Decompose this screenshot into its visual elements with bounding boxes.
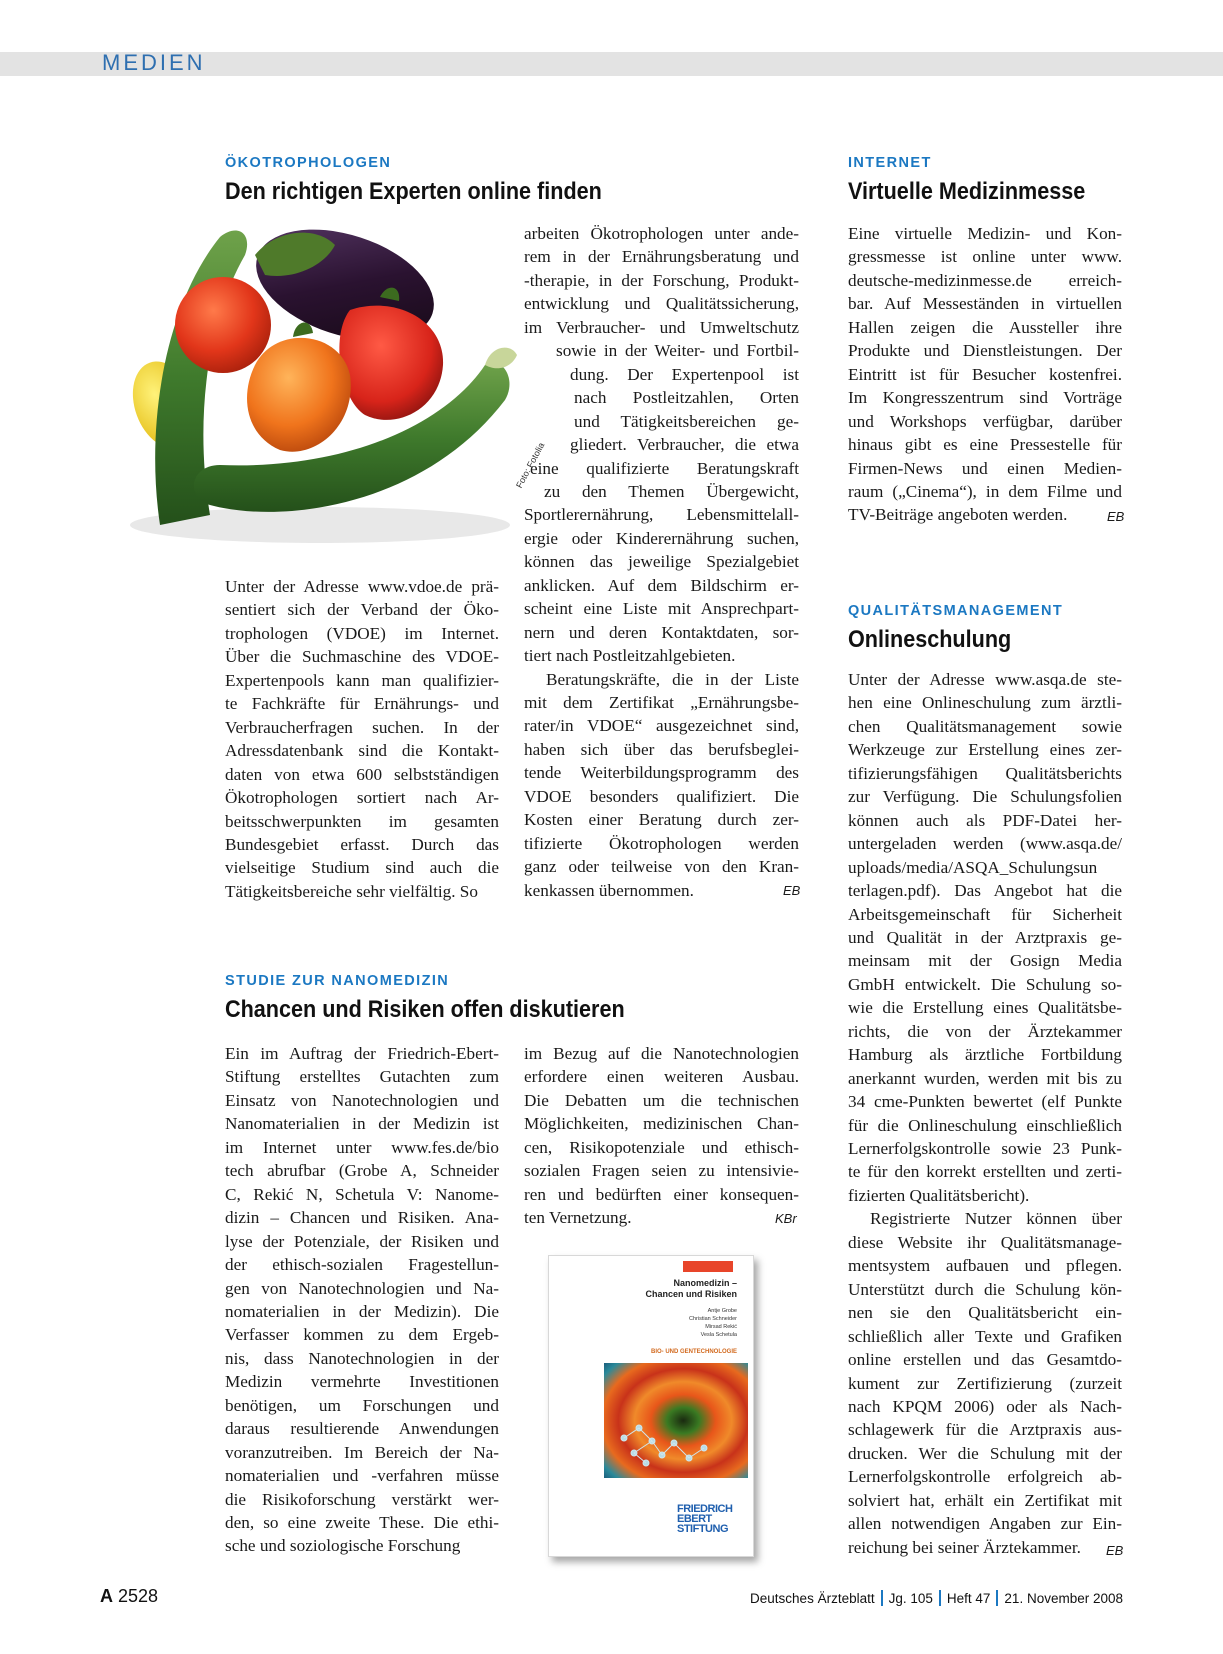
text-line: beitsschwerpunkten im gesamten xyxy=(225,811,499,831)
text-line: daraus resultierende Anwendungen xyxy=(225,1419,499,1439)
text-line: tende Weiterbildungsprogramm des xyxy=(524,763,799,783)
text-line: Tätigkeitsbereiche sehr vielfältig. So xyxy=(225,881,478,901)
text-line: dizin – Chancen und Risiken. Ana- xyxy=(225,1208,499,1228)
text-line: Möglichkeiten, medizinischen Chan- xyxy=(524,1114,799,1134)
text-line: und Qualität in der Arztpraxis ge- xyxy=(848,927,1122,947)
photo-credit: Foto: Fotolia xyxy=(514,440,547,490)
text-line: gliedert. Verbraucher, die etwa xyxy=(570,435,799,455)
text-line: Verfasser kommen zu dem Ergeb- xyxy=(225,1325,499,1345)
text-line: Einsatz von Nanotechnologien und xyxy=(225,1090,499,1110)
text-line: nach Postleitzahlen, Orten xyxy=(574,388,799,408)
text-line: Eine virtuelle Medizin- und Kon- xyxy=(848,224,1122,243)
text-line: im Verbraucher- und Umweltschutz xyxy=(524,317,799,337)
text-line: kument zur Zertifizierung (zurzeit xyxy=(848,1373,1122,1393)
fes-logo-line: FRIEDRICH xyxy=(677,1503,733,1515)
text-line: hinaus gibt es eine Pressestelle für xyxy=(848,435,1122,455)
text-line: anklicken. Auf dem Bildschirm er- xyxy=(524,575,799,595)
text-line: Medizin vermehrte Investitionen xyxy=(225,1372,499,1392)
text-line: anerkannt wurden, werden mit bis zu xyxy=(848,1068,1122,1088)
text-line: hen eine Onlineschulung zum ärztli- xyxy=(848,693,1122,713)
text-line: trophologen (VDOE) im Internet. xyxy=(225,623,499,643)
book-title-line-1: Nanomedizin – xyxy=(673,1278,737,1288)
article3-body xyxy=(848,222,1125,527)
text-line: arbeiten Ökotrophologen unter ande- xyxy=(524,224,799,243)
text-line: online erstellen und das Gesamtdo- xyxy=(848,1350,1122,1370)
journal-date: 21. November 2008 xyxy=(1004,1591,1123,1606)
text-line: kenkassen übernommen. xyxy=(524,880,694,900)
text-line: Registrierte Nutzer können über xyxy=(870,1209,1122,1229)
text-line: Lernerfolgskontrolle erfolgreich ab- xyxy=(848,1467,1122,1487)
text-line: die Risikoforschung verstärkt wer- xyxy=(225,1489,499,1509)
text-line: nis, dass Nanotechnologien in der xyxy=(225,1348,499,1368)
text-line: chen Qualitätsmanagement sowie xyxy=(848,716,1122,736)
text-line: schließlich aller Texte und Grafiken xyxy=(848,1326,1122,1346)
text-line: tech abrufbar (Grobe A, Schneider xyxy=(225,1161,499,1181)
text-line: scheint eine Liste mit Ansprechpart- xyxy=(524,599,799,619)
text-line: vielseitige Studium sind auch die xyxy=(225,858,499,878)
text-line: te für den korrekt erstellten und zerti- xyxy=(848,1162,1122,1182)
article1-signature: EB xyxy=(783,883,801,898)
text-line: cen, Risikopotenziale und ethisch- xyxy=(524,1137,799,1157)
text-line: Kosten einer Beratung durch zer- xyxy=(524,810,799,830)
book-author: Mirsad Rekić xyxy=(705,1324,737,1330)
text-line: Sportlerernährung, Lebensmittelall- xyxy=(524,505,799,525)
text-line: sentiert sich der Verband der Öko- xyxy=(225,600,499,620)
page-folio xyxy=(100,1586,158,1607)
text-line: Lernerfolgskontrolle sowie 23 Punk- xyxy=(848,1139,1122,1158)
text-line: nomaterialien in der Medizin). Die xyxy=(225,1301,499,1321)
text-line: können auch als PDF-Datei her- xyxy=(848,810,1122,830)
book-series: BIO- UND GENTECHNOLOGIE xyxy=(650,1349,737,1355)
text-line: und Tätigkeitsbereichen ge- xyxy=(574,411,799,431)
text-line: Ökotrophologen sortiert nach Ar- xyxy=(225,788,499,808)
section-label: MEDIEN xyxy=(102,50,206,75)
text-line: Produkte und Dienstleistungen. Der xyxy=(848,341,1122,361)
text-line: haben sich über das berufsbeglei- xyxy=(524,739,799,759)
text-line: dung. Der Expertenpool ist xyxy=(570,364,799,384)
folio-letter: A xyxy=(100,1586,113,1606)
text-line: terlagen.pdf). Das Angebot hat die xyxy=(848,881,1122,901)
text-line: und Workshops verfügbar, darüber xyxy=(848,411,1122,431)
text-line: nen sie den Qualitätsbericht ein- xyxy=(848,1303,1122,1323)
text-line: 34 cme-Punkten bewertet (elf Punkte xyxy=(848,1092,1122,1112)
text-line: allen notwendigen Angaben zur Ein- xyxy=(848,1514,1122,1534)
article4-kicker: QUALITÄTSMANAGEMENT xyxy=(848,603,1064,619)
text-line: meinsam mit der Gosign Media xyxy=(848,951,1122,971)
text-line: -therapie, in der Forschung, Produkt- xyxy=(524,270,799,290)
text-line: zur Verfügung. Die Schulungsfolien xyxy=(848,787,1122,807)
book-author: Antje Grobe xyxy=(707,1308,737,1314)
text-line: gen von Nanotechnologien und Na- xyxy=(225,1278,499,1298)
text-line: Arbeitsgemeinschaft für Sicherheit xyxy=(848,904,1122,924)
text-line: uploads/media/ASQA_Schulungsun xyxy=(848,857,1098,877)
journal-footer xyxy=(750,1590,1123,1606)
article1-headline: Den richtigen Experten online finden xyxy=(225,178,602,205)
text-line: können das jeweilige Spezialgebiet xyxy=(524,552,799,572)
text-line: Hallen zeigen die Aussteller ihre xyxy=(848,317,1122,337)
article4-body xyxy=(848,668,1122,1559)
article1-kicker: ÖKOTROPHOLOGEN xyxy=(225,155,392,171)
text-line: benötigen, um Forschungen und xyxy=(225,1395,499,1415)
text-line: im Internet unter www.fes.de/bio xyxy=(225,1137,499,1157)
article2-signature: KBr xyxy=(775,1211,797,1226)
vegetables-photo xyxy=(125,225,540,555)
text-line: ergie oder Kinderernährung suchen, xyxy=(524,528,799,548)
book-red-bar xyxy=(683,1261,733,1272)
text-line: Bundesgebiet erfasst. Durch das xyxy=(225,834,499,854)
text-line: sche und soziologische Forschung xyxy=(225,1536,461,1556)
fes-logo xyxy=(677,1504,747,1534)
text-line: eine qualifizierte Beratungskraft xyxy=(530,458,799,478)
text-line: wie die Erstellung eines Qualitätsbe- xyxy=(848,998,1122,1018)
book-title xyxy=(569,1278,737,1300)
text-line: bar. Auf Messeständen in virtuellen xyxy=(848,294,1122,314)
article1-column-1 xyxy=(225,575,499,903)
text-line: nomaterialien und -verfahren müsse xyxy=(225,1466,499,1486)
text-line: TV-Beiträge angeboten werden. xyxy=(848,505,1068,525)
text-line: ten Vernetzung. xyxy=(524,1208,632,1228)
text-line: der ethisch-sozialen Fragestellun- xyxy=(225,1255,499,1275)
text-line: Unterstützt durch die Schulung kön- xyxy=(848,1279,1122,1299)
article2-column-2 xyxy=(524,1042,799,1230)
fes-logo-line: EBERT xyxy=(677,1513,712,1525)
text-line: drucken. Wer die Schulung mit der xyxy=(848,1443,1122,1463)
text-line: Werkzeuge zur Erstellung eines zer- xyxy=(848,740,1122,760)
text-line: Unter der Adresse www.asqa.de ste- xyxy=(848,670,1122,689)
text-line: tiert nach Postleitzahlgebieten. xyxy=(524,646,736,666)
text-line: Im Kongresszentrum sind Vorträge xyxy=(848,388,1122,408)
text-line: nern und deren Kontaktdaten, sor- xyxy=(524,622,799,642)
folio-number: 2528 xyxy=(118,1586,159,1606)
text-line: raum („Cinema“), in dem Filme und xyxy=(848,481,1122,501)
text-line: Ein im Auftrag der Friedrich-Ebert- xyxy=(225,1044,499,1063)
article3-kicker: INTERNET xyxy=(848,155,932,171)
text-line: schlagewerk für die Arztpraxis aus- xyxy=(848,1420,1122,1440)
text-line: gressmesse ist online unter www. xyxy=(848,247,1122,267)
text-line: untergeladen werden (www.asqa.de/ xyxy=(848,834,1122,854)
article2-column-1 xyxy=(225,1042,499,1558)
text-line: Firmen-News und einen Medien- xyxy=(848,458,1122,478)
article4-signature: EB xyxy=(1106,1543,1124,1558)
text-line: te Fachkräfte für Ernährungs- und xyxy=(225,694,499,714)
text-line: Stiftung erstelltes Gutachten zum xyxy=(225,1067,499,1087)
text-line: Expertenpools kann man qualifizier- xyxy=(225,670,499,690)
book-author: Christian Schneider xyxy=(689,1316,737,1322)
text-line: zu den Themen Übergewicht, xyxy=(544,481,799,501)
text-line: Über die Suchmaschine des VDOE- xyxy=(225,647,499,667)
text-line: diese Website ihr Qualitätsmanage- xyxy=(848,1232,1122,1252)
text-line: erfordere einen weiteren Ausbau. xyxy=(524,1067,799,1087)
fes-logo-line: STIFTUNG xyxy=(677,1523,728,1535)
article4-headline: Onlineschulung xyxy=(848,626,1012,653)
book-author: Vesla Schetula xyxy=(700,1332,737,1338)
text-line: Beratungskräfte, die in der Liste xyxy=(546,669,799,689)
footer-separator xyxy=(939,1590,941,1606)
text-line: mentsystem aufbauen und pflegen. xyxy=(848,1256,1122,1276)
text-line: den, so eine zweite These. Die ethi- xyxy=(225,1513,499,1532)
text-line: Verbraucherfragen suchen. In der xyxy=(225,717,499,737)
text-line: ren und bedürften einer konsequen- xyxy=(524,1184,799,1204)
journal-issue: Heft 47 xyxy=(946,1591,991,1606)
text-line: Hamburg als ärztliche Fortbildung xyxy=(848,1045,1122,1065)
article3-signature: EB xyxy=(1107,509,1125,524)
text-line: Eintritt ist für Besucher kostenfrei. xyxy=(848,364,1122,384)
article2-headline: Chancen und Risiken offen diskutieren xyxy=(225,996,625,1023)
text-line: Nanomaterialien in der Medizin ist xyxy=(225,1114,499,1134)
text-line: rater/in VDOE“ ausgezeichnet sind, xyxy=(524,716,799,736)
text-line: lyse der Potenziale, der Risiken und xyxy=(225,1231,499,1251)
text-line: VDOE besonders qualifiziert. Die xyxy=(524,786,799,806)
text-line: tifizierungsfähigen Qualitätsberichts xyxy=(848,763,1122,783)
article1-column-2 xyxy=(524,222,799,902)
book-cover xyxy=(548,1255,754,1557)
book-title-line-2: Chancen und Risiken xyxy=(645,1289,737,1299)
text-line: tifizierte Ökotrophologen werden xyxy=(524,833,799,853)
footer-separator xyxy=(881,1590,883,1606)
text-line: daten von etwa 600 selbstständigen xyxy=(225,764,499,784)
article3-headline: Virtuelle Medizinmesse xyxy=(848,178,1086,205)
text-line: Unter der Adresse www.vdoe.de prä- xyxy=(225,577,499,596)
text-line: sozialen Fragen seien zu intensivie- xyxy=(524,1161,799,1181)
text-line: ganz oder teilweise von den Kran- xyxy=(524,857,799,877)
text-line: sowie in der Weiter- und Fortbil- xyxy=(556,341,799,361)
text-line: reichung bei seiner Ärztekammer. xyxy=(848,1537,1081,1557)
text-line: voranzutreiben. Im Bereich der Na- xyxy=(225,1442,499,1462)
text-line: für die Onlineschulung einschließlich xyxy=(848,1115,1122,1135)
text-line: fizierten Qualitätsbericht). xyxy=(848,1185,1030,1205)
footer-separator xyxy=(996,1590,998,1606)
text-line: im Bezug auf die Nanotechnologien xyxy=(524,1044,799,1063)
journal-volume: Jg. 105 xyxy=(888,1591,933,1606)
book-cover-art xyxy=(604,1363,748,1478)
text-line: entwicklung und Qualitätssicherung, xyxy=(524,294,799,314)
text-line: deutsche-medizinmesse.de erreich- xyxy=(848,270,1122,290)
text-line: richts, die von der Ärztekammer xyxy=(848,1021,1122,1041)
text-line: Adressdatenbank sind die Kontakt- xyxy=(225,741,499,761)
text-line: C, Rekić N, Schetula V: Nanome- xyxy=(225,1184,499,1204)
text-line: rem in der Ernährungsberatung und xyxy=(524,247,799,267)
text-line: mit dem Zertifikat „Ernährungsbe- xyxy=(524,693,799,712)
text-line: GmbH entwickelt. Die Schulung so- xyxy=(848,974,1122,994)
article2-kicker: STUDIE ZUR NANOMEDIZIN xyxy=(225,973,450,989)
text-line: Die Debatten um die technischen xyxy=(524,1090,799,1110)
text-line: solviert hat, erhält ein Zertifikat mit xyxy=(848,1490,1122,1510)
journal-name: Deutsches Ärzteblatt xyxy=(750,1591,875,1606)
text-line: nach KPQM 2006) oder als Nach- xyxy=(848,1396,1122,1416)
